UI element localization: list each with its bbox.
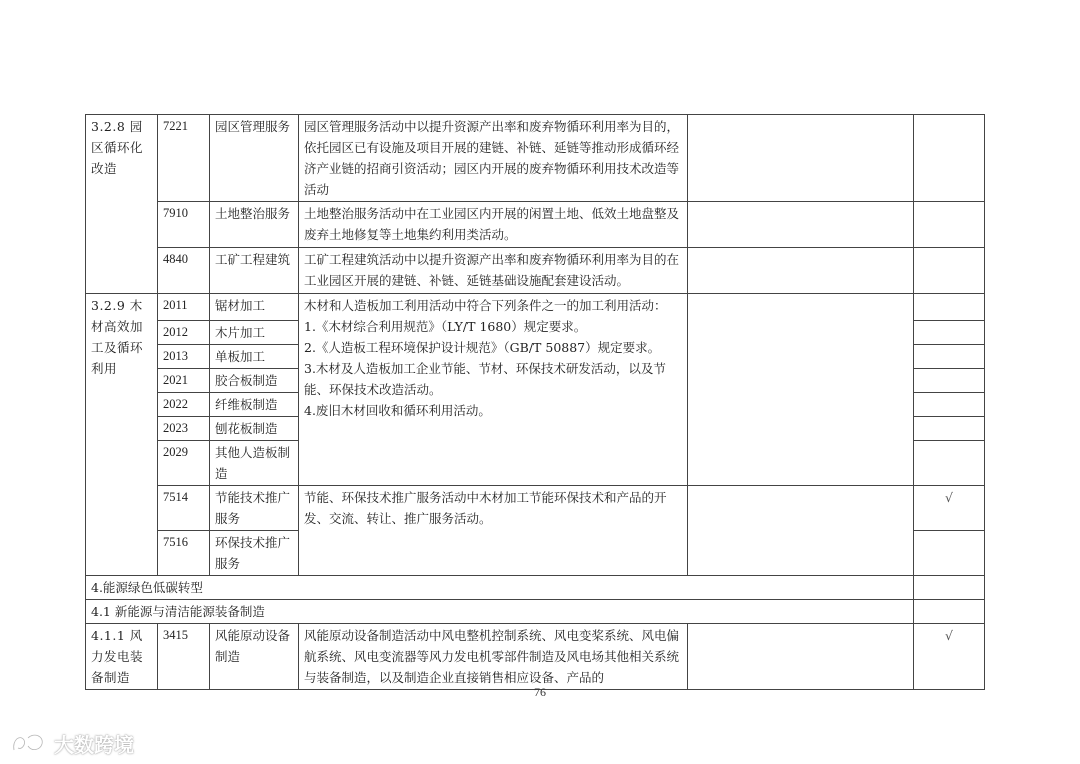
name-cell: 纤维板制造 <box>210 393 299 417</box>
check-cell <box>914 441 985 486</box>
blank-cell <box>688 115 914 202</box>
blank-cell <box>688 624 914 690</box>
blank-cell <box>688 202 914 248</box>
table-row <box>86 294 985 321</box>
category-header: 4.能源绿色低碳转型 <box>86 576 914 600</box>
check-cell <box>914 115 985 202</box>
check-cell <box>914 417 985 441</box>
watermark-text: 大数跨境 <box>54 732 134 757</box>
code-cell: 2021 <box>158 369 210 393</box>
page-number: 76 <box>534 685 546 699</box>
name-cell: 木片加工 <box>210 321 299 345</box>
subcategory-header: 4.1 新能源与清洁能源装备制造 <box>86 600 914 624</box>
name-cell: 刨花板制造 <box>210 417 299 441</box>
blank-cell <box>688 486 914 576</box>
desc-line: 2.《人造板工程环境保护设计规范》（GB/T 50887）规定要求。 <box>304 340 661 355</box>
code-cell: 7516 <box>158 531 210 576</box>
watermark-logo-icon <box>10 730 50 756</box>
desc-cell <box>299 294 688 486</box>
table-row <box>86 576 985 600</box>
name-cell: 锯材加工 <box>210 294 299 321</box>
name-cell: 节能技术推广服务 <box>210 486 299 531</box>
code-cell: 2029 <box>158 441 210 486</box>
code-cell: 2012 <box>158 321 210 345</box>
table-row <box>86 202 985 248</box>
catalog-table <box>85 114 985 690</box>
check-cell <box>914 321 985 345</box>
code-cell: 7514 <box>158 486 210 531</box>
watermark <box>10 728 134 758</box>
desc-cell: 节能、环保技术推广服务活动中木材加工节能环保技术和产品的开发、交流、转让、推广服务活动。 <box>299 486 688 576</box>
name-cell: 单板加工 <box>210 345 299 369</box>
name-cell: 环保技术推广服务 <box>210 531 299 576</box>
name-cell: 土地整治服务 <box>210 202 299 248</box>
desc-cell: 工矿工程建筑活动中以提升资源产出率和废弃物循环利用率为目的在工业园区开展的建链、补链、延链基础设施配套建设活动。 <box>299 248 688 294</box>
check-cell <box>914 393 985 417</box>
check-cell <box>914 345 985 369</box>
check-cell <box>914 202 985 248</box>
check-mark: √ <box>914 624 985 690</box>
table-row <box>86 115 985 202</box>
blank-cell <box>688 248 914 294</box>
code-cell: 4840 <box>158 248 210 294</box>
code-cell: 2013 <box>158 345 210 369</box>
desc-cell: 土地整治服务活动中在工业园区内开展的闲置土地、低效土地盘整及废弃土地修复等土地集约利用类活动。 <box>299 202 688 248</box>
code-cell: 7221 <box>158 115 210 202</box>
check-mark: √ <box>914 486 985 531</box>
desc-line: 4.废旧木材回收和循环利用活动。 <box>304 403 491 418</box>
code-cell: 2022 <box>158 393 210 417</box>
check-cell <box>914 600 985 624</box>
code-cell: 3415 <box>158 624 210 690</box>
code-cell: 2011 <box>158 294 210 321</box>
check-cell <box>914 294 985 321</box>
code-cell: 7910 <box>158 202 210 248</box>
name-cell: 园区管理服务 <box>210 115 299 202</box>
section-cell: 3.2.9 木材高效加工及循环利用 <box>86 294 158 576</box>
check-cell <box>914 576 985 600</box>
table-row <box>86 600 985 624</box>
section-cell: 3.2.8 园区循环化改造 <box>86 115 158 294</box>
table-row <box>86 248 985 294</box>
desc-line: 1.《木材综合利用规范》（LY/T 1680）规定要求。 <box>304 319 587 334</box>
code-cell: 2023 <box>158 417 210 441</box>
check-cell <box>914 369 985 393</box>
section-cell: 4.1.1 风力发电装备制造 <box>86 624 158 690</box>
check-cell <box>914 531 985 576</box>
desc-line: 3.木材及人造板加工企业节能、节材、环保技术研发活动，以及节能、环保技术改造活动。 <box>304 361 666 397</box>
name-cell: 胶合板制造 <box>210 369 299 393</box>
table-row <box>86 624 985 690</box>
name-cell: 工矿工程建筑 <box>210 248 299 294</box>
name-cell: 风能原动设备制造 <box>210 624 299 690</box>
desc-cell: 园区管理服务活动中以提升资源产出率和废弃物循环利用率为目的，依托园区已有设施及项目开展的建链、补链、延链等推动形成循环经济产业链的招商引资活动；园区内开展的废弃物循环利用技术改造等活动 <box>299 115 688 202</box>
check-cell <box>914 248 985 294</box>
desc-cell: 风能原动设备制造活动中风电整机控制系统、风电变桨系统、风电偏航系统、风电变流器等风力发电机零部件制造及风电场其他相关系统与装备制造，以及制造企业直接销售相应设备、产品的 <box>299 624 688 690</box>
table-row <box>86 486 985 531</box>
name-cell: 其他人造板制造 <box>210 441 299 486</box>
desc-line: 木材和人造板加工利用活动中符合下列条件之一的加工利用活动： <box>304 298 667 313</box>
blank-cell <box>688 294 914 486</box>
